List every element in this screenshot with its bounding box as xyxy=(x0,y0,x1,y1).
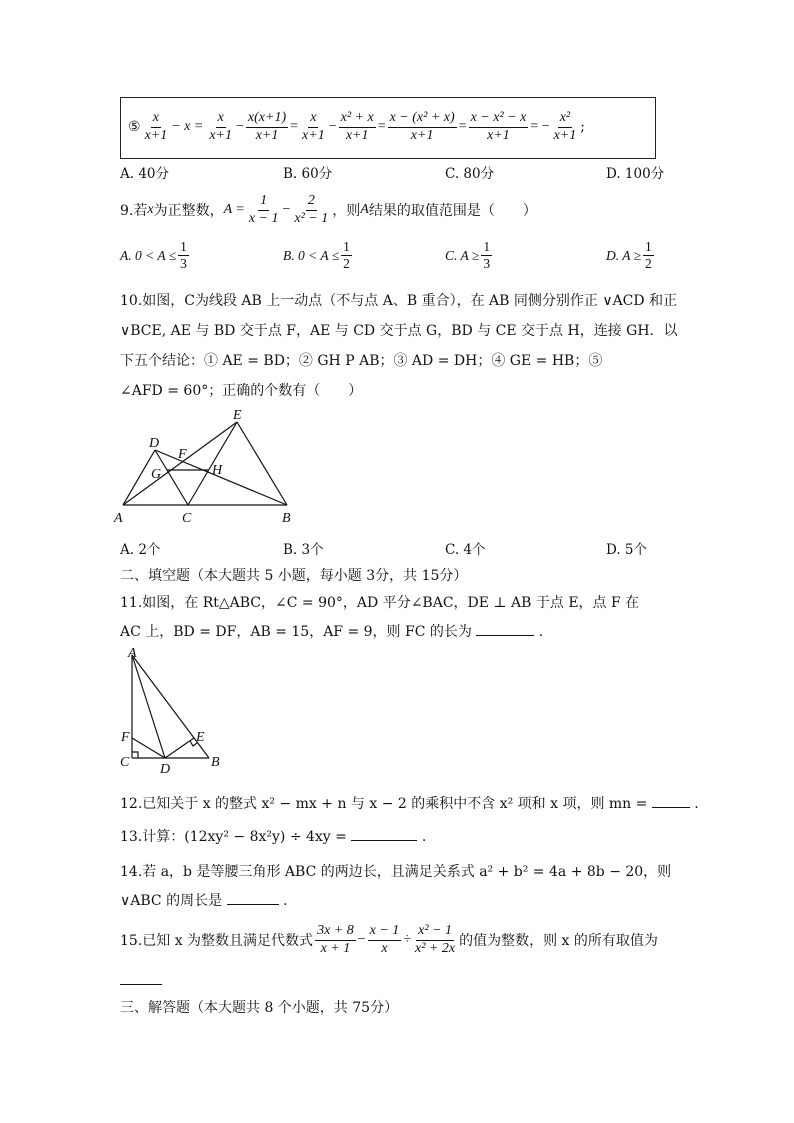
label-a: A xyxy=(128,646,137,661)
frac-num: 1 xyxy=(258,194,269,211)
q13-stem xyxy=(120,826,426,846)
q11-line-1: 11.如图，在 Rt△ABC，∠C = 90°，AD 平分∠BAC，DE ⊥ AB 于点 E，点 F 在 xyxy=(120,595,640,611)
q12-answer-blank[interactable] xyxy=(652,795,690,808)
frac-den: 3 xyxy=(483,256,491,272)
q9-suffix: ，则 xyxy=(332,203,361,219)
frac-num: x² − 1 xyxy=(416,924,454,941)
frac-den: x² + 2x xyxy=(415,940,456,956)
frac-num: x − 1 xyxy=(368,924,402,941)
q10-line-3: 下五个结论：① AE = BD；② GH P AB；③ AD = DH；④ GE = HB；⑤ xyxy=(120,353,603,369)
q11-figure xyxy=(112,645,224,773)
q8-option-c: C. 80分 xyxy=(445,166,495,182)
q9-option-label: A. 0 < A ≤ xyxy=(120,247,177,263)
frac-num: x xyxy=(308,111,318,128)
frac-den: x − 1 xyxy=(248,210,279,226)
frac-den: x² − 1 xyxy=(294,210,329,226)
label-b: B xyxy=(282,511,291,526)
q9-a-var: A xyxy=(360,202,369,217)
q9-option-c xyxy=(445,240,494,271)
label-d: D xyxy=(149,436,160,451)
q9-option-label: D. A ≥ xyxy=(606,247,642,263)
q9-stem: 9.若 x 为正整数， A = $\frac{1}{x - 1}$ − $\frac{2}{\text{x² − 1}}$ ，则 A 结果的取值范围是（ ） xyxy=(120,192,537,226)
label-g: G xyxy=(151,467,162,482)
label-f: F xyxy=(178,447,187,462)
q10-line-2: ∨BCE, AE 与 BD 交于点 F，AE 与 CD 交于点 G，BD 与 CE 交于点 H，连接 GH．以 xyxy=(120,323,678,339)
frac-den: x+1 xyxy=(487,127,510,143)
q11-end: . xyxy=(538,624,544,640)
q14-line-1: 14.若 a，b 是等腰三角形 ABC 的两边长，且满足关系式 a² + b² = 4a + 8b − 20，则 xyxy=(120,864,672,880)
frac-den: 2 xyxy=(645,256,652,272)
frac-den: x+1 xyxy=(553,127,577,143)
q14-end: . xyxy=(282,893,288,909)
label-a: A xyxy=(114,511,123,526)
derivation-line: ⑤ $\frac{x}{x+1}$ − x = $\frac{x}{x+1}$ − $\frac{x(x+1)}{x+1}$ = $\frac{x}{x+1}$ − $\frac{\text{x² + x}}{x+1}$ = $\frac{\text{x − (x² + x)}}{x+1}$ = $\frac{\text{x − x² − x}}{x+1}$ = − $\frac{\text{x²}}{x+1}$ ; xyxy=(128,109,585,143)
frac-den: x+1 xyxy=(345,127,369,143)
q15-stem xyxy=(120,920,658,960)
frac-num: 2 xyxy=(306,194,317,211)
frac-num: x² + x xyxy=(339,111,376,128)
label-c: C xyxy=(120,755,130,770)
frac-den: x+1 xyxy=(302,127,325,143)
frac-num: 1 xyxy=(481,240,492,256)
q12-text: 12.已知关于 x 的整式 x² − mx + n 与 x − 2 的乘积中不含 x² 项和 x 项，则 mn = xyxy=(120,796,648,812)
circled-five: ⑤ xyxy=(128,119,141,135)
frac-den: x xyxy=(381,940,388,956)
q13-text: 13.计算：(12xy² − 8x²y) ÷ 4xy = xyxy=(120,829,347,845)
q12-end: . xyxy=(694,796,699,812)
q14-answer-blank[interactable] xyxy=(227,892,279,905)
frac-num: 1 xyxy=(643,240,654,256)
label-e: E xyxy=(196,730,205,745)
q9-option-b xyxy=(283,240,354,271)
semicolon: ; xyxy=(580,119,585,135)
q15-divide: ÷ xyxy=(403,932,411,947)
frac-num: x(x+1) xyxy=(246,111,288,128)
frac-num: 1 xyxy=(341,240,352,256)
section-3-heading: 三、解答题（本大题共 8 个小题，共 75分） xyxy=(120,1000,399,1016)
q14-line-2-text: ∨ABC 的周长是 xyxy=(120,893,223,909)
q10-option-b: B. 3个 xyxy=(283,542,324,558)
q14-line-2 xyxy=(120,890,287,910)
frac-num: x² xyxy=(558,111,572,128)
q10-line-4: ∠AFD = 60°；正确的个数有（ ） xyxy=(120,383,363,399)
frac-den: x+1 xyxy=(410,127,434,143)
label-h: H xyxy=(212,463,223,478)
q10-option-c: C. 4个 xyxy=(445,542,486,558)
frac-den: x + 1 xyxy=(320,940,351,956)
q15-suffix: 的值为整数，则 x 的所有取值为 xyxy=(459,933,658,949)
frac-num: x − (x² + x) xyxy=(388,111,457,128)
q15-answer-blank[interactable] xyxy=(120,984,162,985)
q9-option-label: C. A ≥ xyxy=(445,247,480,263)
frac-num: 3x + 8 xyxy=(315,924,356,941)
q11-line-2 xyxy=(120,621,543,641)
q9-option-d xyxy=(606,240,656,271)
frac-num: 1 xyxy=(178,240,189,256)
q15-minus: − xyxy=(357,932,366,947)
q9-option-label: B. 0 < A ≤ xyxy=(283,247,340,263)
q8-option-d: D. 100分 xyxy=(606,166,665,182)
q9-a-eq: A = xyxy=(223,202,245,217)
label-f: F xyxy=(121,730,130,745)
q13-answer-blank[interactable] xyxy=(351,828,417,841)
q11-answer-blank[interactable] xyxy=(476,623,534,636)
frac-num: x − x² − x xyxy=(469,111,529,128)
frac-den: 3 xyxy=(180,256,187,272)
frac-den: x+1 xyxy=(144,127,168,143)
frac-den: x+1 xyxy=(209,127,233,143)
minus-x: − x = xyxy=(171,119,204,134)
frac-num: x xyxy=(151,111,161,128)
q9-suffix2: 结果的取值范围是（ ） xyxy=(368,203,537,219)
q9-prefix: 9.若 xyxy=(120,203,148,219)
q10-option-d: D. 5个 xyxy=(606,542,648,558)
frac-den: x+1 xyxy=(255,127,279,143)
q9-option-a xyxy=(120,240,191,271)
label-e: E xyxy=(233,408,242,423)
q10-figure xyxy=(112,402,302,527)
label-c: C xyxy=(182,511,192,526)
q15-prefix: 15.已知 x 为整数且满足代数式 xyxy=(120,933,314,949)
label-d: D xyxy=(160,762,171,773)
section-2-heading: 二、填空题（本大题共 5 小题，每小题 3分，共 15分） xyxy=(120,568,468,584)
q8-option-a: A. 40分 xyxy=(120,166,170,182)
q11-line-2-text: AC 上，BD = DF，AB = 15，AF = 9，则 FC 的长为 xyxy=(120,624,472,640)
q13-end: . xyxy=(421,829,427,845)
q9-mid: 为正整数， xyxy=(153,203,224,219)
label-b: B xyxy=(211,755,220,770)
q10-option-a: A. 2个 xyxy=(120,542,161,558)
frac-num: x xyxy=(216,111,226,128)
q8-option-b: B. 60分 xyxy=(283,166,333,182)
q9-var-x: x xyxy=(147,202,154,217)
frac-den: 2 xyxy=(343,256,350,272)
q12-stem xyxy=(120,793,699,813)
q10-line-1: 10.如图，C为线段 AB 上一动点（不与点 A、B 重合），在 AB 同侧分别作正 ∨ACD 和正 xyxy=(120,293,678,309)
